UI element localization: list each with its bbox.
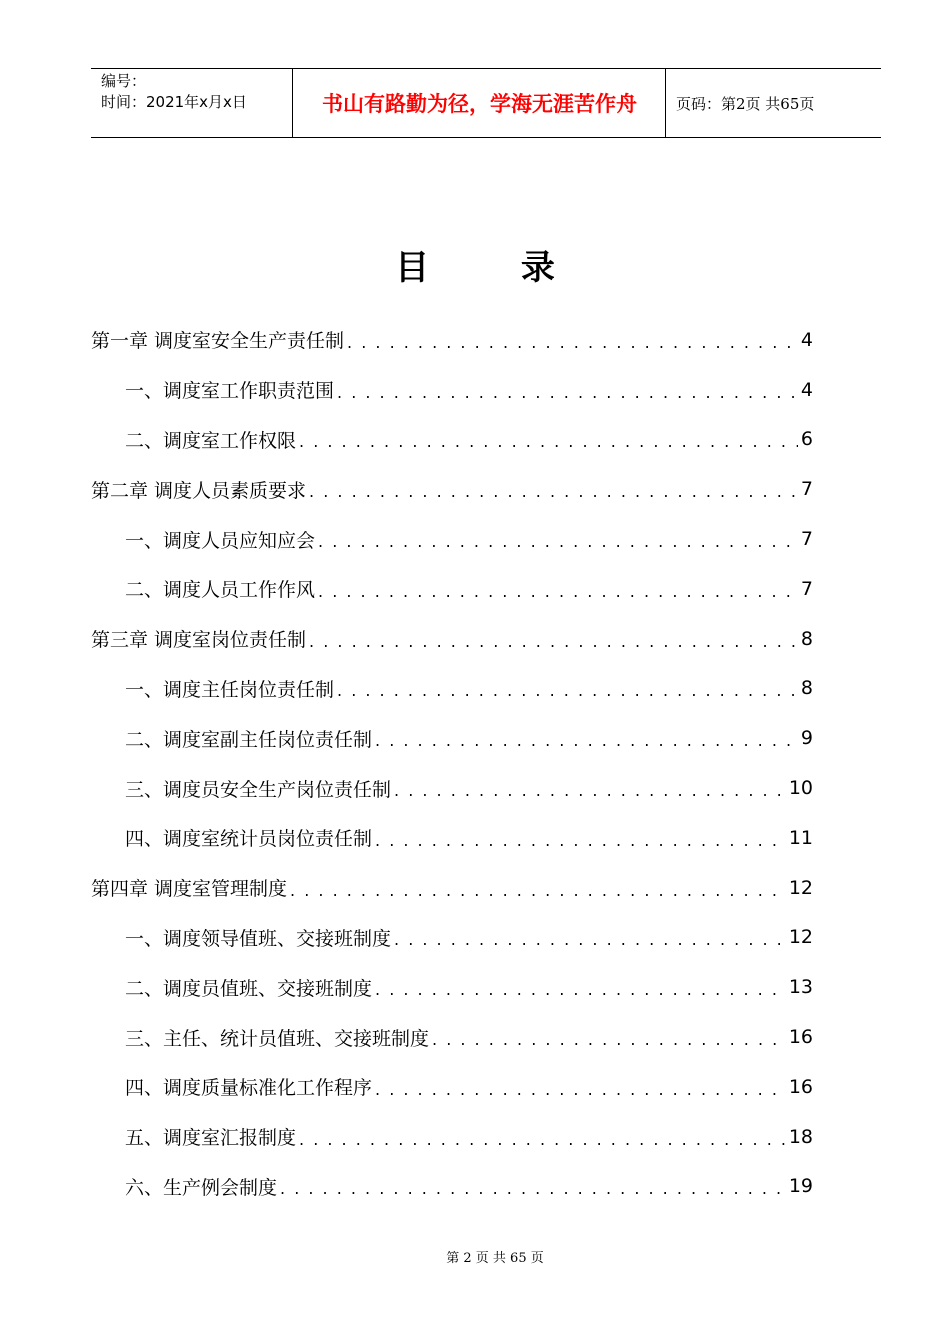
toc-page-number: 11: [788, 826, 813, 849]
toc-entry-label: 三、主任、统计员值班、交接班制度: [125, 1027, 430, 1050]
toc-section-entry[interactable]: [91, 813, 813, 863]
toc-chapter-entry[interactable]: [91, 464, 813, 514]
toc-entry-label: 三、调度员安全生产岗位责任制: [125, 778, 392, 801]
toc-section-entry[interactable]: [91, 1062, 813, 1112]
toc-dot-leader: [347, 331, 798, 353]
toc-entry-label: 二、调度室工作权限: [125, 429, 297, 452]
toc-chapter-entry[interactable]: [91, 863, 813, 913]
toc-section-entry[interactable]: [91, 1162, 813, 1212]
toc-section-entry[interactable]: [91, 713, 813, 763]
toc-page-number: 19: [788, 1175, 813, 1198]
header-motto: 书山有路勤为径，学海无涯苦作舟: [322, 91, 637, 116]
toc-chapter-entry[interactable]: [91, 315, 813, 365]
toc-dot-leader: [394, 779, 786, 801]
toc-page-number: 12: [788, 926, 813, 949]
toc-dot-leader: [309, 630, 798, 652]
toc-entry-label: 第二章 调度人员素质要求: [91, 479, 307, 502]
toc-section-entry[interactable]: [91, 962, 813, 1012]
table-of-contents: [91, 315, 813, 1211]
toc-page-number: 7: [800, 577, 813, 600]
toc-dot-leader: [337, 679, 798, 701]
toc-section-entry[interactable]: [91, 664, 813, 714]
toc-section-entry[interactable]: [91, 763, 813, 813]
toc-page-number: 12: [788, 876, 813, 899]
toc-entry-label: 第四章 调度室管理制度: [91, 878, 288, 901]
time-label: 时间：2021年x月x日: [101, 93, 247, 111]
toc-section-entry[interactable]: [91, 365, 813, 415]
toc-entry-label: 第三章 调度室岗位责任制: [91, 629, 307, 652]
toc-entry-label: 一、调度领导值班、交接班制度: [125, 927, 392, 950]
header-page-info: 页码：第2页 共65页: [676, 94, 815, 113]
header-meta: [101, 71, 247, 113]
toc-entry-label: 一、调度人员应知应会: [125, 529, 316, 552]
toc-page-number: 7: [800, 478, 813, 501]
toc-dot-leader: [290, 879, 786, 901]
toc-page-number: 18: [788, 1125, 813, 1148]
toc-page-number: 4: [800, 378, 813, 401]
toc-page-number: 7: [800, 528, 813, 551]
toc-dot-leader: [280, 1177, 786, 1199]
document-header: [91, 68, 881, 138]
toc-dot-leader: [318, 580, 798, 602]
toc-dot-leader: [299, 430, 798, 452]
toc-section-entry[interactable]: [91, 913, 813, 963]
toc-entry-label: 二、调度人员工作作风: [125, 579, 316, 602]
toc-section-entry[interactable]: [91, 1112, 813, 1162]
toc-dot-leader: [318, 530, 798, 552]
toc-dot-leader: [309, 480, 798, 502]
toc-section-entry[interactable]: [91, 564, 813, 614]
toc-dot-leader: [394, 928, 786, 950]
toc-page-number: 6: [800, 428, 813, 451]
toc-section-entry[interactable]: [91, 1012, 813, 1062]
toc-dot-leader: [337, 381, 798, 403]
toc-page-number: 10: [788, 777, 813, 800]
serial-number-label: 编号：: [101, 72, 147, 90]
toc-dot-leader: [375, 729, 798, 751]
toc-page-number: 8: [800, 627, 813, 650]
toc-dot-leader: [375, 829, 786, 851]
page-footer: 第 2 页 共 65 页: [446, 1251, 544, 1266]
toc-section-entry[interactable]: [91, 514, 813, 564]
toc-page-number: 9: [800, 727, 813, 750]
toc-entry-label: 四、调度质量标准化工作程序: [125, 1077, 373, 1100]
toc-dot-leader: [375, 1078, 786, 1100]
toc-entry-label: 一、调度主任岗位责任制: [125, 678, 335, 701]
toc-entry-label: 五、调度室汇报制度: [125, 1127, 297, 1150]
toc-entry-label: 二、调度室副主任岗位责任制: [125, 728, 373, 751]
page-title: 目 录: [395, 248, 595, 288]
toc-entry-label: 六、生产例会制度: [125, 1176, 278, 1199]
toc-dot-leader: [375, 978, 786, 1000]
toc-entry-label: 二、调度员值班、交接班制度: [125, 977, 373, 1000]
toc-page-number: 8: [800, 677, 813, 700]
toc-dot-leader: [299, 1128, 786, 1150]
toc-chapter-entry[interactable]: [91, 614, 813, 664]
toc-entry-label: 一、调度室工作职责范围: [125, 380, 335, 403]
toc-page-number: 4: [800, 328, 813, 351]
toc-page-number: 16: [788, 1026, 813, 1049]
toc-entry-label: 第一章 调度室安全生产责任制: [91, 330, 345, 353]
toc-section-entry[interactable]: [91, 415, 813, 465]
toc-entry-label: 四、调度室统计员岗位责任制: [125, 828, 373, 851]
toc-page-number: 13: [788, 976, 813, 999]
toc-dot-leader: [432, 1028, 786, 1050]
toc-page-number: 16: [788, 1075, 813, 1098]
